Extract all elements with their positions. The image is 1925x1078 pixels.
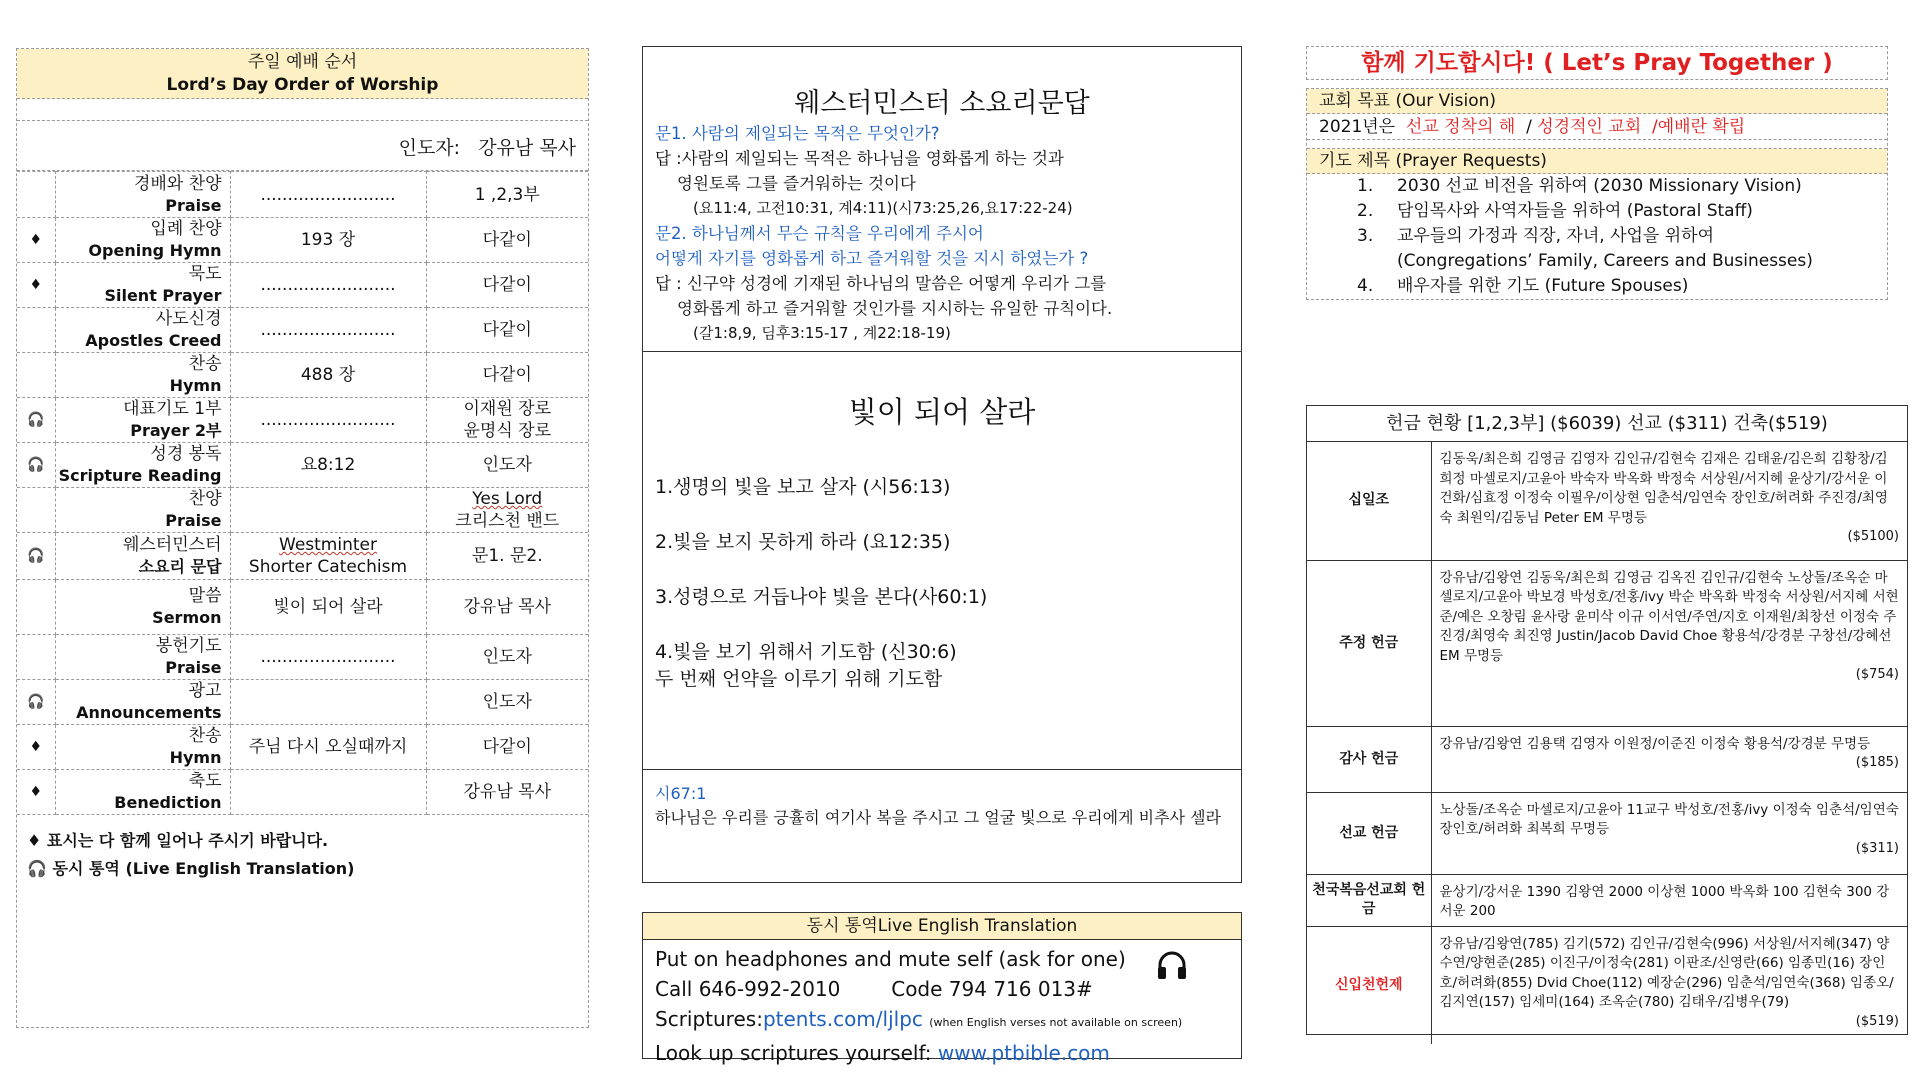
worship-item-name-ko: 경배와 찬양	[133, 173, 222, 194]
offering-amount: ($519)	[1855, 1013, 1899, 1029]
worship-row-marker	[17, 580, 55, 635]
worship-item-name-ko: 말씀	[188, 586, 222, 606]
worship-item-person-cell	[426, 172, 588, 218]
offering-donors: 노상돌/조옥순 마셀로지/고윤아 11교구 박성호/전홍/ivy 이정숙 임춘석/임연숙 장인호/허려화 최복희 무명등	[1439, 801, 1899, 837]
worship-item-name	[55, 263, 230, 308]
offering-category: 천국복음선교회 헌금	[1307, 874, 1431, 926]
spacer	[1307, 140, 1887, 149]
offering-panel	[1306, 405, 1908, 1035]
prayer-request: 1. 2030 선교 비전을 위하여 (2030 Missionary Vision)	[1357, 176, 1802, 196]
offering-donors-cell	[1431, 874, 1907, 926]
worship-item-person: 문1. 문2.	[471, 546, 543, 566]
worship-item-name	[55, 580, 230, 635]
offering-amount: ($5100)	[1847, 529, 1899, 544]
worship-item-detail: .........................	[260, 647, 396, 667]
worship-item-name-en: Hymn	[169, 748, 222, 767]
worship-item-detail-cell	[230, 218, 426, 263]
worship-item-person: 다같이	[482, 737, 532, 757]
catechism-question-2-cont: 어떻게 자기를 영화롭게 하고 즐거워할 것을 지시 하였는가 ?	[655, 249, 1089, 268]
worship-item-name-ko: 봉헌기도	[155, 636, 222, 656]
worship-item-detail: 193 장	[300, 230, 356, 250]
vision-heading: 교회 목표 (Our Vision)	[1307, 89, 1887, 114]
offering-amount: ($754)	[1855, 667, 1899, 682]
worship-item-detail-cell	[230, 533, 426, 580]
offering-donors: 윤상기/강서운 1390 김왕연 2000 이상현 1000 박옥화 100 김현숙 300 강서운 200	[1439, 883, 1890, 919]
catechism-section	[643, 47, 1241, 352]
worship-row	[17, 533, 588, 580]
worship-item-name-en: Opening Hymn	[88, 241, 222, 260]
offering-donors-cell	[1431, 726, 1907, 792]
worship-item-person: 강유남 목사	[463, 782, 551, 802]
worship-item-detail-cell	[230, 580, 426, 635]
worship-item-person-cell	[426, 533, 588, 580]
offering-amount: ($311)	[1855, 840, 1899, 856]
worship-item-person: 다같이	[482, 275, 532, 295]
offering-donors-cell	[1431, 792, 1907, 874]
offering-donors: 김동욱/최은희 김영금 김영자 김인규/김현숙 김재은 김태윤/김은희 김황창/김희정 마셀로지/고윤아 박숙자 박옥화 박정숙 서상원/서지혜 윤상기/강서운 이건화/심효정 이정숙 이필우/이상현 임춘석/임연숙 장인호/허려화 주진경/최영숙 최원익/김동님 Peter EM 무명등	[1439, 451, 1888, 526]
offering-category: 주정 헌금	[1307, 560, 1431, 726]
leader-label: 인도자:	[398, 137, 461, 159]
worship-item-name-ko: 광고	[188, 681, 222, 701]
offering-donors-cell	[1431, 926, 1907, 1044]
worship-item-name	[55, 725, 230, 770]
vision-goal-2: 성경적인 교회	[1537, 117, 1642, 137]
worship-item-detail-cell	[230, 353, 426, 398]
translation-box	[642, 912, 1242, 1065]
lookup-link[interactable]: www.ptbible.com	[937, 1041, 1110, 1065]
worship-item-person-cell	[426, 725, 588, 770]
worship-title-en: Lord’s Day Order of Worship	[166, 75, 439, 95]
lookup-line	[655, 1038, 1229, 1068]
catechism-answer-2: 답 : 신구약 성경에 기재된 하나님의 말씀은 어떻게 우리가 그를	[655, 274, 1107, 293]
offering-row	[1307, 442, 1907, 560]
worship-item-detail: Westminter	[279, 535, 377, 555]
sermon-title: 빛이 되어 살라	[848, 395, 1036, 429]
catechism-title: 웨스터민스터 소요리문답	[794, 88, 1090, 119]
order-of-worship-panel	[16, 48, 589, 1028]
worship-item-name	[55, 308, 230, 353]
verse-section	[643, 770, 1241, 830]
worship-item-person: 다같이	[482, 230, 532, 250]
worship-title-ko: 주일 예배 순서	[247, 52, 358, 72]
worship-item-detail: 빛이 되어 살라	[273, 597, 383, 617]
worship-item-name	[55, 398, 230, 443]
worship-item-person: 다같이	[482, 365, 532, 385]
offering-category: 신입천헌제	[1307, 926, 1431, 1044]
worship-row	[17, 172, 588, 218]
worship-item-name-en: Apostles Creed	[85, 331, 222, 350]
worship-item-person-cell	[426, 770, 588, 815]
worship-row-marker	[17, 488, 55, 533]
worship-item-detail: .........................	[260, 275, 396, 295]
worship-item-name-ko: 사도신경	[155, 309, 222, 329]
worship-item-name	[55, 353, 230, 398]
catechism-answer-2-cont: 영화롭게 하고 즐거워할 것인가를 지시하는 유일한 규칙이다.	[677, 299, 1113, 318]
worship-row-marker: 🎧	[17, 443, 55, 488]
sermon-section	[643, 352, 1241, 770]
worship-item-name-en: Prayer 2부	[130, 421, 222, 440]
worship-item-person-cell	[426, 635, 588, 680]
worship-row	[17, 218, 588, 263]
scriptures-line	[655, 1004, 1229, 1038]
sermon-point-4: 4.빛을 보기 위해서 기도함 (신30:6)	[655, 641, 957, 663]
worship-row-marker: ♦	[17, 725, 55, 770]
worship-notes	[17, 815, 588, 883]
worship-item-person-cell	[426, 218, 588, 263]
worship-item-detail-2: Shorter Catechism	[248, 557, 408, 577]
offering-donors: 강유남/김왕연(785) 김기(572) 김인규/김현숙(996) 서상원/서지혜(347) 양수연/양현준(285) 이진구/이정숙(281) 이판조/신영란(66) 임종민(16) 장인호/허려화(855) Dvid Choe(112) 예장순(296) 임춘석/임연숙(368) 임종오/김지연(157) 임세미(164) 조옥순(780) 김태우/김병우(79)	[1439, 935, 1894, 1010]
catechism-question-1: 문1. 사람의 제일되는 목적은 무엇인가?	[655, 124, 940, 143]
worship-row	[17, 635, 588, 680]
worship-item-detail: 488 장	[300, 365, 356, 385]
vision-separator: /	[1526, 117, 1532, 137]
prayer-request: 4. 배우자를 위한 기도 (Future Spouses)	[1357, 276, 1689, 296]
worship-row	[17, 580, 588, 635]
worship-row-marker	[17, 308, 55, 353]
worship-item-name-ko: 웨스터민스터	[122, 535, 222, 555]
verse-reference: 시67:1	[655, 784, 707, 803]
worship-item-name-en: Announcements	[76, 703, 222, 722]
worship-item-person-cell	[426, 580, 588, 635]
worship-item-name	[55, 635, 230, 680]
catechism-answer-1-ref: (요11:4, 고전10:31, 계4:11)(시73:25,26,요17:22-24)	[693, 199, 1073, 217]
worship-item-person: 1 ,2,3부	[474, 184, 540, 205]
worship-item-detail-cell	[230, 308, 426, 353]
catechism-answer-1-cont: 영원토록 그를 즐거워하는 것이다	[677, 174, 916, 193]
worship-item-detail-cell	[230, 725, 426, 770]
worship-row	[17, 443, 588, 488]
worship-item-person: 인도자	[482, 692, 532, 712]
worship-item-detail-cell	[230, 172, 426, 218]
offering-row	[1307, 726, 1907, 792]
worship-item-name-ko: 묵도	[188, 264, 222, 284]
worship-row	[17, 353, 588, 398]
prayer-panel	[1306, 88, 1888, 300]
worship-item-person-cell	[426, 308, 588, 353]
worship-item-person-cell	[426, 353, 588, 398]
worship-item-name-ko: 찬송	[188, 354, 222, 374]
worship-item-detail: 주님 다시 오실때까지	[248, 737, 408, 757]
offering-category: 십일조	[1307, 442, 1431, 560]
worship-item-name	[55, 488, 230, 533]
worship-item-name-ko: 대표기도 1부	[123, 399, 222, 419]
prayer-request-list	[1307, 174, 1887, 299]
verse-text: 하나님은 우리를 긍휼히 여기사 복을 주시고 그 얼굴 빛으로 우리에게 비추사 셀라	[655, 808, 1221, 827]
blank-row	[17, 99, 588, 121]
worship-item-person: 강유남 목사	[463, 597, 551, 617]
worship-row-marker: ♦	[17, 263, 55, 308]
worship-item-name	[55, 533, 230, 580]
vision-goal-3: /예배란 확립	[1651, 117, 1746, 137]
offering-row	[1307, 874, 1907, 926]
catechism-answer-2-ref: (갈1:8,9, 딤후3:15-17 , 계22:18-19)	[693, 324, 951, 342]
worship-item-person-2: 윤명식 장로	[463, 421, 551, 441]
sermon-point: 2.빛을 보지 못하게 하라 (요12:35)	[655, 531, 951, 553]
worship-item-person-cell	[426, 263, 588, 308]
pray-together-title: 함께 기도합시다! ( Let’s Pray Together )	[1306, 46, 1888, 80]
worship-row-marker	[17, 353, 55, 398]
worship-item-name-en: Scripture Reading	[58, 466, 222, 485]
worship-item-detail-cell	[230, 443, 426, 488]
worship-row	[17, 680, 588, 725]
vision-year: 2021년은	[1319, 117, 1396, 137]
worship-row	[17, 770, 588, 815]
worship-item-name	[55, 443, 230, 488]
translation-instructions: Put on headphones and mute self (ask for one)	[655, 947, 1126, 971]
worship-item-person-cell	[426, 398, 588, 443]
worship-item-detail-cell	[230, 263, 426, 308]
worship-item-detail-cell	[230, 488, 426, 533]
worship-row-marker: ♦	[17, 218, 55, 263]
worship-row-marker: 🎧	[17, 533, 55, 580]
worship-item-person: 인도자	[482, 455, 532, 475]
worship-item-person-cell	[426, 488, 588, 533]
offering-table	[1307, 442, 1907, 1044]
offering-category: 선교 헌금	[1307, 792, 1431, 874]
scriptures-label: Scriptures:	[655, 1007, 763, 1031]
offering-row	[1307, 792, 1907, 874]
prayer-request: 2. 담임목사와 사역자들을 위하여 (Pastoral Staff)	[1357, 201, 1753, 221]
scriptures-link[interactable]: ptents.com/ljlpc	[762, 1007, 923, 1031]
worship-row	[17, 398, 588, 443]
offering-row	[1307, 926, 1907, 1044]
worship-row-marker	[17, 172, 55, 218]
worship-item-name-en: Sermon	[152, 608, 222, 627]
worship-item-person-cell	[426, 443, 588, 488]
worship-row	[17, 488, 588, 533]
translation-body	[643, 940, 1241, 1068]
translation-note: 🎧 동시 통역 (Live English Translation)	[27, 859, 355, 878]
worship-header	[17, 49, 588, 99]
worship-row-marker	[17, 635, 55, 680]
worship-item-name-en: Praise	[165, 658, 222, 677]
sermon-point	[655, 639, 1229, 693]
worship-item-name	[55, 218, 230, 263]
worship-item-person: 이재원 장로	[463, 399, 551, 419]
offering-row	[1307, 560, 1907, 726]
worship-item-person: 인도자	[482, 647, 532, 667]
worship-item-detail: 요8:12	[300, 455, 356, 475]
worship-row	[17, 263, 588, 308]
offering-donors-cell	[1431, 560, 1907, 726]
worship-item-name-en: Hymn	[169, 376, 222, 395]
offering-category: 감사 헌금	[1307, 726, 1431, 792]
access-code: Code 794 716 013#	[891, 977, 1093, 1001]
offering-amount: ($185)	[1855, 755, 1899, 770]
worship-item-name-en: Silent Prayer	[104, 286, 222, 305]
worship-item-name-en: Praise	[165, 195, 222, 215]
stand-note: ♦ 표시는 다 함께 일어나 주시기 바랍니다.	[27, 831, 329, 850]
vision-goal-1: 선교 정착의 해	[1405, 117, 1516, 137]
worship-item-person-2: 크리스천 밴드	[455, 511, 560, 531]
worship-item-name-en: Benediction	[114, 793, 222, 812]
vision-row	[1307, 114, 1887, 140]
catechism-question-2: 문2. 하나님께서 무슨 규칙을 우리에게 주시어	[655, 224, 984, 243]
leader-row	[17, 121, 588, 171]
worship-item-detail-cell	[230, 398, 426, 443]
headphones-icon	[1155, 948, 1189, 982]
translation-call-line	[655, 974, 1229, 1004]
worship-item-name	[55, 680, 230, 725]
prayer-request-cont: (Congregations’ Family, Careers and Businesses)	[1397, 251, 1813, 271]
worship-item-name-ko: 축도	[188, 771, 222, 791]
worship-item-name	[55, 172, 230, 218]
worship-row	[17, 308, 588, 353]
worship-item-detail-cell	[230, 680, 426, 725]
sermon-point: 3.성령으로 거듭나야 빛을 본다(사60:1)	[655, 586, 988, 608]
offering-summary: 헌금 현황 [1,2,3부] ($6039) 선교 ($311) 건축($519)	[1307, 406, 1907, 442]
worship-item-person-cell	[426, 680, 588, 725]
worship-row-marker: 🎧	[17, 398, 55, 443]
offering-donors-cell	[1431, 442, 1907, 560]
call-number: Call 646-992-2010	[655, 977, 841, 1001]
worship-item-detail-cell	[230, 770, 426, 815]
middle-panel	[642, 46, 1242, 883]
worship-item-name	[55, 770, 230, 815]
translation-title: 동시 통역Live English Translation	[643, 913, 1241, 940]
scriptures-note: (when English verses not available on screen)	[929, 1016, 1183, 1029]
worship-item-name-ko: 찬송	[188, 726, 222, 746]
sermon-point: 1.생명의 빛을 보고 살자 (시56:13)	[655, 476, 951, 498]
catechism-answer-1: 답 :사람의 제일되는 목적은 하나님을 영화롭게 하는 것과	[655, 149, 1064, 168]
worship-item-name-ko: 성경 봉독	[150, 444, 222, 464]
sermon-point-4-cont: 두 번째 언약을 이루기 위해 기도함	[655, 668, 943, 690]
worship-item-person: Yes Lord	[472, 489, 543, 509]
worship-item-name-ko: 찬양	[188, 489, 222, 509]
worship-item-name-en: 소요리 문답	[138, 557, 222, 576]
worship-item-detail-cell	[230, 635, 426, 680]
offering-donors: 강유남/김왕연 김동욱/최은희 김영금 김옥진 김인규/김현숙 노상돌/조옥순 마셀로지/고윤아 박보경 박성호/전홍/ivy 박순 박옥화 박정숙 서상원/서지혜 서현준/예은 오창림 윤사랑 윤미삭 이규 이서연/주연/지호 이재원/최창선 이정숙 주진경/최영숙 최진영 Justin/Jacob David Choe 황용석/강경분 구창선/강혜선 EM 무명등	[1439, 569, 1899, 664]
worship-row	[17, 725, 588, 770]
prayer-request: 3. 교우들의 가정과 직장, 자녀, 사업을 위하여	[1357, 226, 1715, 246]
requests-heading: 기도 제목 (Prayer Requests)	[1307, 149, 1887, 174]
worship-item-detail: .........................	[260, 320, 396, 340]
leader-name: 강유남 목사	[478, 137, 576, 159]
worship-item-name-en: Praise	[165, 511, 222, 530]
worship-item-name-ko: 입례 찬양	[150, 219, 222, 239]
offering-donors: 강유남/김왕연 김용택 김영자 이원정/이준진 이정숙 황용석/강경분 무명등	[1439, 735, 1871, 752]
worship-item-detail: .........................	[260, 410, 396, 430]
lookup-label: Look up scriptures yourself:	[655, 1041, 932, 1065]
worship-order-table	[17, 171, 588, 815]
worship-item-person: 다같이	[482, 320, 532, 340]
worship-row-marker: ♦	[17, 770, 55, 815]
worship-row-marker: 🎧	[17, 680, 55, 725]
worship-item-detail: .........................	[260, 184, 396, 205]
